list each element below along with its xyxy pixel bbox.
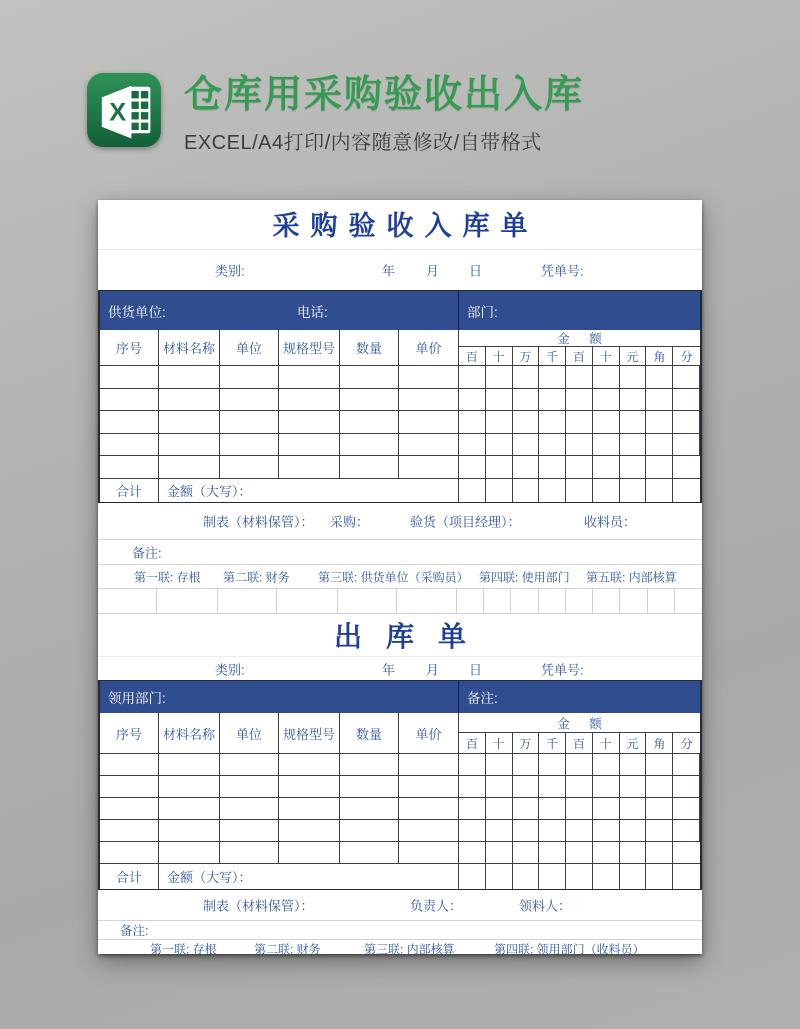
table-cell[interactable] [566,798,593,820]
year-label: 年 [382,263,396,279]
total-amount-cell[interactable] [486,479,513,502]
table-cell[interactable] [159,411,220,434]
amount-header: 金 额 [459,713,700,733]
outbound-copies-row [98,939,702,954]
table-cell[interactable] [279,366,340,389]
outbound-form-title: 出库单 [98,614,702,657]
table-cell[interactable] [620,434,647,457]
col-header-unit: 单位 [220,330,279,366]
table-cell[interactable] [620,776,647,798]
digit-header: 百 [566,733,593,754]
table-cell[interactable] [220,389,279,412]
table-cell[interactable] [279,389,340,412]
table-cell[interactable] [513,411,540,434]
day-label: 日 [469,263,483,279]
total-amount-cell[interactable] [646,479,673,502]
col-header-material: 材料名称 [159,330,220,366]
table-cell[interactable] [593,411,620,434]
table-cell[interactable] [100,411,159,434]
spreadsheet-gridline-row [98,589,702,614]
supplier-label: 供货单位: [108,304,166,320]
page-subtitle: EXCEL/A4打印/内容随意修改/自带格式 [184,131,542,154]
digit-header: 百 [459,733,486,754]
table-cell[interactable] [340,366,399,389]
inbound-header-bar [100,291,700,330]
signature-preparer: 制表（材料保管）： [203,898,314,914]
col-header-price: 单价 [399,713,459,754]
col-header-material: 材料名称 [159,713,220,754]
table-cell[interactable] [620,754,647,776]
table-cell[interactable] [279,434,340,457]
grid-cell[interactable] [620,589,647,614]
table-cell[interactable] [279,798,340,820]
inbound-notes-row [98,540,702,565]
table-cell[interactable] [220,776,279,798]
outbound-signature-row [98,890,702,920]
signature-purchaser: 采购： [330,514,370,530]
table-cell[interactable] [279,411,340,434]
table-cell[interactable] [399,434,459,457]
table-cell[interactable] [399,798,459,820]
table-cell[interactable] [539,389,566,412]
table-cell[interactable] [279,842,340,864]
table-cell[interactable] [459,389,486,412]
table-cell[interactable] [279,820,340,842]
phone-label: 电话: [297,304,328,320]
digit-header: 元 [620,347,647,366]
table-cell[interactable] [340,776,399,798]
table-cell[interactable] [513,389,540,412]
table-cell[interactable] [673,434,700,457]
table-cell[interactable] [399,389,459,412]
table-cell[interactable] [646,456,673,479]
table-cell[interactable] [220,456,279,479]
table-cell[interactable] [513,820,540,842]
table-cell[interactable] [620,798,647,820]
table-cell[interactable] [220,366,279,389]
table-cell[interactable] [593,366,620,389]
table-cell[interactable] [399,842,459,864]
voucher-label: 凭单号: [541,662,584,677]
table-cell[interactable] [486,776,513,798]
col-header-qty: 数量 [340,713,399,754]
table-cell[interactable] [513,456,540,479]
inbound-form-title: 采购验收入库单 [98,200,702,250]
table-cell[interactable] [593,754,620,776]
total-amount-cell[interactable] [459,864,486,889]
table-cell[interactable] [100,434,159,457]
table-cell[interactable] [566,456,593,479]
digit-header: 万 [513,347,540,366]
copy-label-5: 第五联: 内部核算 [586,570,677,584]
grid-cell[interactable] [157,589,218,614]
table-cell[interactable] [486,798,513,820]
table-cell[interactable] [100,776,159,798]
total-amount-cell[interactable] [566,864,593,889]
col-header-price: 单价 [399,330,459,366]
total-amount-cell[interactable] [539,864,566,889]
total-label: 合计 [100,479,159,502]
signature-preparer: 制表（材料保管）： [203,514,314,530]
document-sheet [98,200,702,954]
copy-label-3: 第三联: 供货单位（采购员） [318,570,469,584]
table-cell[interactable] [159,776,220,798]
table-cell[interactable] [340,842,399,864]
table-cell[interactable] [513,754,540,776]
table-cell[interactable] [159,456,220,479]
svg-text:X: X [109,98,127,127]
grid-cell[interactable] [397,589,457,614]
table-cell[interactable] [646,754,673,776]
table-cell[interactable] [220,754,279,776]
year-label: 年 [382,662,396,677]
inbound-total-row [100,479,700,502]
table-cell[interactable] [513,434,540,457]
digit-header: 千 [539,733,566,754]
table-cell[interactable] [593,434,620,457]
table-cell[interactable] [399,754,459,776]
supplier-section [100,291,459,330]
table-cell[interactable] [159,389,220,412]
remark-section [459,681,700,713]
digit-header: 角 [646,347,673,366]
table-cell[interactable] [539,820,566,842]
col-header-qty: 数量 [340,330,399,366]
table-cell[interactable] [399,411,459,434]
day-label: 日 [469,662,483,677]
table-cell[interactable] [159,754,220,776]
grid-cell[interactable] [484,589,511,614]
requisition-dept-label: 领用部门: [108,691,166,706]
table-cell[interactable] [100,798,159,820]
table-cell[interactable] [673,411,700,434]
table-cell[interactable] [593,776,620,798]
table-cell[interactable] [566,820,593,842]
table-cell[interactable] [673,798,700,820]
table-cell[interactable] [646,389,673,412]
table-cell[interactable] [220,842,279,864]
digit-header: 元 [620,733,647,754]
table-cell[interactable] [486,820,513,842]
copy-label-4: 第四联: 领用部门（收料员） [494,942,645,954]
total-amount-cell[interactable] [593,864,620,889]
grid-cell[interactable] [675,589,702,614]
grid-cell[interactable] [593,589,620,614]
table-cell[interactable] [459,776,486,798]
table-cell[interactable] [566,411,593,434]
table-cell[interactable] [100,842,159,864]
table-cell[interactable] [646,411,673,434]
table-cell[interactable] [513,776,540,798]
table-cell[interactable] [620,366,647,389]
table-cell[interactable] [593,456,620,479]
table-cell[interactable] [340,389,399,412]
total-amount-cell[interactable] [566,479,593,502]
department-section [459,291,700,330]
digit-header: 十 [486,733,513,754]
total-amount-cell[interactable] [673,864,700,889]
requisition-section [100,681,459,713]
table-cell[interactable] [620,389,647,412]
total-amount-cell[interactable] [620,479,647,502]
table-cell[interactable] [486,456,513,479]
table-cell[interactable] [646,820,673,842]
table-cell[interactable] [673,456,700,479]
col-header-seq: 序号 [100,713,159,754]
table-cell[interactable] [100,389,159,412]
total-amount-label: 金额（大写）： [159,479,459,502]
table-cell[interactable] [459,798,486,820]
table-cell[interactable] [593,389,620,412]
outbound-table [98,680,702,890]
total-amount-cell[interactable] [459,479,486,502]
table-cell[interactable] [513,366,540,389]
copy-label-1: 第一联: 存根 [134,570,201,584]
copy-label-2: 第二联: 财务 [223,570,290,584]
table-cell[interactable] [539,434,566,457]
table-cell[interactable] [459,842,486,864]
table-cell[interactable] [646,798,673,820]
inbound-table [98,290,702,503]
total-amount-cell[interactable] [513,864,540,889]
table-cell[interactable] [220,434,279,457]
table-cell[interactable] [459,820,486,842]
col-header-unit: 单位 [220,713,279,754]
table-cell[interactable] [340,434,399,457]
table-cell[interactable] [100,820,159,842]
outbound-body-grid [100,754,700,864]
category-label: 类别: [215,263,245,279]
grid-cell[interactable] [566,589,593,614]
col-header-spec: 规格型号 [279,713,340,754]
table-cell[interactable] [513,842,540,864]
department-label: 部门: [467,304,498,320]
table-cell[interactable] [459,411,486,434]
table-cell[interactable] [399,820,459,842]
total-amount-cell[interactable] [620,864,647,889]
table-cell[interactable] [566,842,593,864]
digit-header: 百 [459,347,486,366]
table-cell[interactable] [159,820,220,842]
digit-header: 十 [486,347,513,366]
table-cell[interactable] [566,366,593,389]
inbound-body-grid [100,366,700,479]
digit-header: 分 [673,733,700,754]
grid-cell[interactable] [277,589,338,614]
table-cell[interactable] [159,798,220,820]
table-cell[interactable] [159,434,220,457]
table-cell[interactable] [539,456,566,479]
outbound-column-headers [100,713,700,754]
total-amount-cell[interactable] [513,479,540,502]
table-cell[interactable] [673,776,700,798]
table-cell[interactable] [673,820,700,842]
table-cell[interactable] [486,754,513,776]
table-cell[interactable] [566,434,593,457]
table-cell[interactable] [539,776,566,798]
excel-icon [86,72,162,148]
digit-header: 千 [539,347,566,366]
total-label: 合计 [100,864,159,889]
month-label: 月 [426,263,440,279]
signature-collector: 领料人： [519,898,572,914]
digit-header: 百 [566,347,593,366]
remark-label: 备注: [467,691,498,706]
table-cell[interactable] [279,776,340,798]
inbound-signature-row [98,503,702,540]
outbound-notes-row [98,920,702,939]
total-amount-cell[interactable] [646,864,673,889]
digit-header: 十 [593,733,620,754]
digit-header: 十 [593,347,620,366]
voucher-label: 凭单号: [541,263,584,279]
table-cell[interactable] [620,820,647,842]
table-cell[interactable] [673,842,700,864]
table-cell[interactable] [513,798,540,820]
col-header-spec: 规格型号 [279,330,340,366]
table-cell[interactable] [486,366,513,389]
outbound-total-row [100,864,700,889]
table-cell[interactable] [100,754,159,776]
amount-header: 金 额 [459,330,700,347]
table-cell[interactable] [539,366,566,389]
table-cell[interactable] [340,456,399,479]
digit-header: 万 [513,733,540,754]
total-amount-cell[interactable] [486,864,513,889]
signature-receiver: 收料员： [584,514,637,530]
table-cell[interactable] [646,776,673,798]
table-cell[interactable] [593,842,620,864]
category-label: 类别: [215,662,245,677]
table-cell[interactable] [566,754,593,776]
brand-header [86,72,584,155]
table-cell[interactable] [100,366,159,389]
signature-inspector: 验货（项目经理）： [410,514,521,530]
total-amount-cell[interactable] [673,479,700,502]
table-cell[interactable] [340,754,399,776]
table-cell[interactable] [646,434,673,457]
table-cell[interactable] [459,456,486,479]
table-cell[interactable] [539,842,566,864]
grid-cell[interactable] [648,589,675,614]
table-cell[interactable] [539,754,566,776]
copy-label-2: 第二联: 财务 [254,942,321,954]
table-cell[interactable] [673,754,700,776]
table-cell[interactable] [646,842,673,864]
table-cell[interactable] [593,820,620,842]
total-amount-cell[interactable] [539,479,566,502]
table-cell[interactable] [566,389,593,412]
table-cell[interactable] [459,754,486,776]
table-cell[interactable] [399,366,459,389]
table-cell[interactable] [279,754,340,776]
copy-label-4: 第四联: 使用部门 [479,570,570,584]
notes-label: 备注: [120,924,149,938]
table-cell[interactable] [459,434,486,457]
inbound-info-row [98,250,702,290]
table-cell[interactable] [673,389,700,412]
table-cell[interactable] [399,776,459,798]
table-cell[interactable] [220,820,279,842]
table-cell[interactable] [620,842,647,864]
table-cell[interactable] [566,776,593,798]
table-cell[interactable] [459,366,486,389]
grid-cell[interactable] [511,589,538,614]
table-cell[interactable] [159,842,220,864]
signature-manager: 负责人： [410,898,463,914]
table-cell[interactable] [399,456,459,479]
table-cell[interactable] [100,456,159,479]
table-cell[interactable] [159,366,220,389]
table-cell[interactable] [486,411,513,434]
grid-cell[interactable] [338,589,397,614]
total-amount-label: 金额（大写）： [159,864,459,889]
table-cell[interactable] [620,411,647,434]
table-cell[interactable] [340,798,399,820]
total-amount-cell[interactable] [593,479,620,502]
table-cell[interactable] [279,456,340,479]
outbound-info-row [98,657,702,680]
digit-header: 分 [673,347,700,366]
table-cell[interactable] [673,366,700,389]
inbound-copies-row [98,565,702,589]
table-cell[interactable] [593,798,620,820]
table-cell[interactable] [220,411,279,434]
grid-cell[interactable] [218,589,277,614]
copy-label-3: 第三联: 内部核算 [364,942,455,954]
grid-cell[interactable] [98,589,157,614]
page-title: 仓库用采购验收出入库 [184,74,585,116]
col-header-seq: 序号 [100,330,159,366]
inbound-column-headers [100,330,700,366]
table-cell[interactable] [486,842,513,864]
notes-label: 备注: [132,545,162,561]
table-cell[interactable] [486,434,513,457]
table-cell[interactable] [539,798,566,820]
table-cell[interactable] [220,798,279,820]
copy-label-1: 第一联: 存根 [150,942,217,954]
grid-cell[interactable] [539,589,566,614]
table-cell[interactable] [340,411,399,434]
outbound-header-bar [100,681,700,713]
table-cell[interactable] [539,411,566,434]
month-label: 月 [426,662,440,677]
table-cell[interactable] [486,389,513,412]
table-cell[interactable] [646,366,673,389]
table-cell[interactable] [340,820,399,842]
table-cell[interactable] [620,456,647,479]
grid-cell[interactable] [457,589,484,614]
digit-header: 角 [646,733,673,754]
